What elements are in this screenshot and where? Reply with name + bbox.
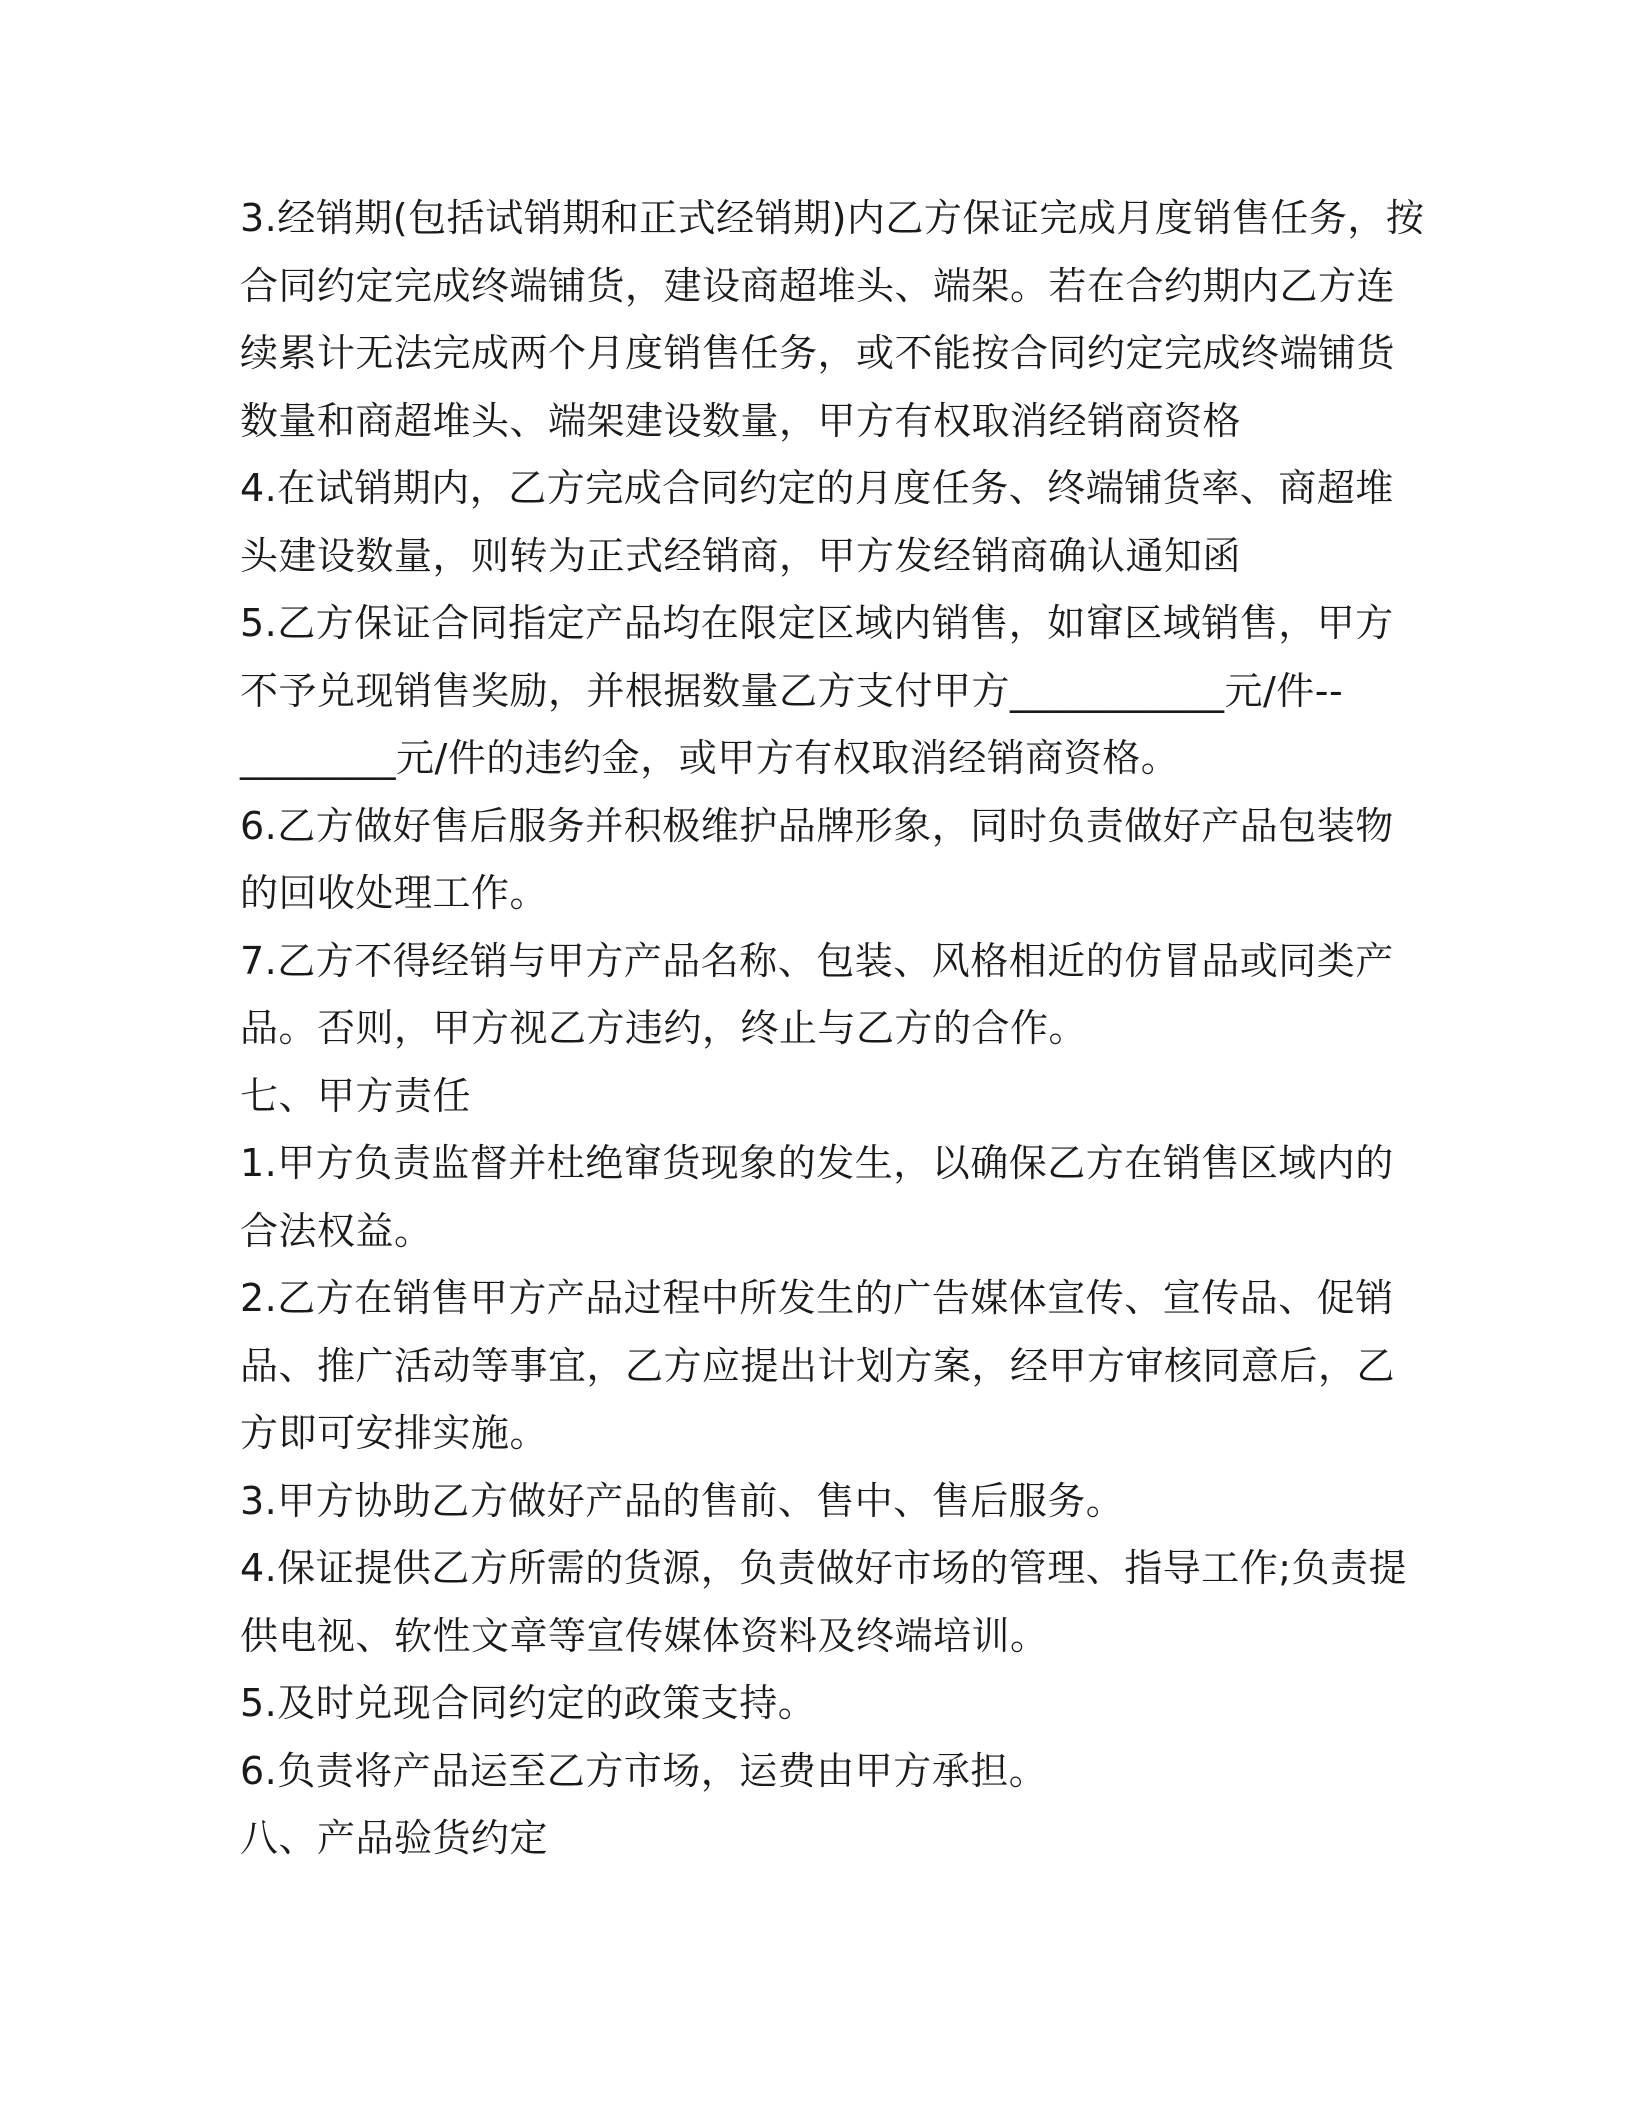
text-line: 的回收处理工作。 <box>240 871 549 915</box>
text-line: 不予兑现销售奖励，并根据数量乙方支付甲方___________元/件-- <box>240 668 1344 713</box>
text-line: 4.在试销期内，乙方完成合同约定的月度任务、终端铺货率、商超堆 <box>240 466 1394 510</box>
text-line: 头建设数量，则转为正式经销商，甲方发经销商确认通知函 <box>240 533 1242 578</box>
text-line: 品。否则，甲方视乙方违约，终止与乙方的合作。 <box>240 1006 1088 1050</box>
text-line: 4.保证提供乙方所需的货源，负责做好市场的管理、指导工作;负责提 <box>240 1546 1408 1590</box>
text-line: 6.负责将产品运至乙方市场，运费由甲方承担。 <box>240 1748 1048 1793</box>
text-line: 6.乙方做好售后服务并积极维护品牌形象，同时负责做好产品包装物 <box>240 803 1394 848</box>
text-line: 数量和商超堆头、端架建设数量，甲方有权取消经销商资格 <box>240 398 1242 443</box>
text-line: ________元/件的违约金，或甲方有权取消经销商资格。 <box>240 736 1180 780</box>
text-line: 3.经销期(包括试销期和正式经销期)内乙方保证完成月度销售任务，按 <box>240 196 1425 240</box>
text-line: 3.甲方协助乙方做好产品的售前、售中、售后服务。 <box>240 1478 1125 1523</box>
text-line: 供电视、软性文章等宣传媒体资料及终端培训。 <box>240 1613 1049 1658</box>
text-line: 续累计无法完成两个月度销售任务，或不能按合同约定完成终端铺货 <box>240 331 1396 375</box>
text-line: 合法权益。 <box>240 1208 433 1253</box>
section-heading: 七、甲方责任 <box>240 1073 472 1118</box>
text-line: 5.及时兑现合同约定的政策支持。 <box>240 1681 817 1725</box>
text-line: 5.乙方保证合同指定产品均在限定区域内销售，如窜区域销售，甲方 <box>240 601 1394 645</box>
text-line: 7.乙方不得经销与甲方产品名称、包装、风格相近的仿冒品或同类产 <box>240 938 1394 983</box>
section-heading: 八、产品验货约定 <box>240 1816 549 1860</box>
text-line: 合同约定完成终端铺货，建设商超堆头、端架。若在合约期内乙方连 <box>240 263 1396 308</box>
text-line: 1.甲方负责监督并杜绝窜货现象的发生，以确保乙方在销售区域内的 <box>240 1141 1394 1185</box>
text-line: 2.乙方在销售甲方产品过程中所发生的广告媒体宣传、宣传品、促销 <box>240 1276 1394 1320</box>
text-line: 方即可安排实施。 <box>240 1411 549 1455</box>
document-body <box>240 185 1425 1873</box>
text-line: 品、推广活动等事宜，乙方应提出计划方案，经甲方审核同意后，乙 <box>240 1343 1396 1388</box>
